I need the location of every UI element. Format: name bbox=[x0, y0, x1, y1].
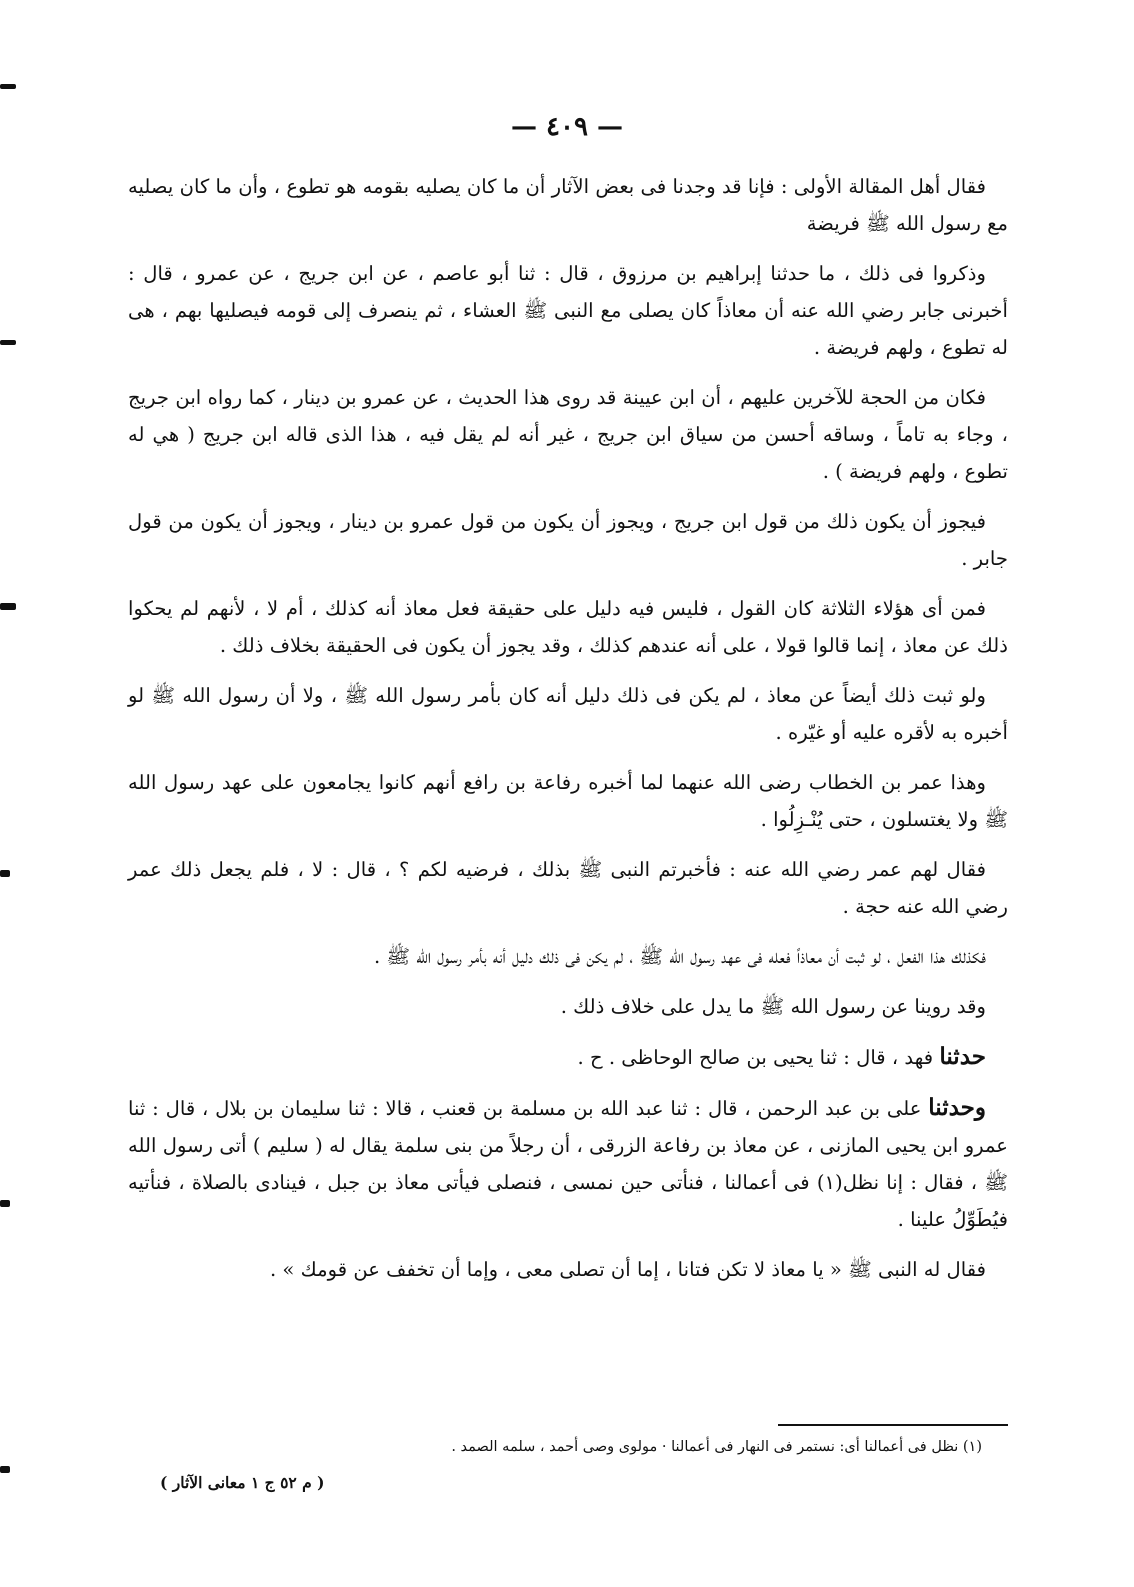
paragraph-9: فكذلك هذا الفعل ، لو ثبت أن معاذاً فعله فى عهد رسول الله ﷺ ، لم يكن فى ذلك دليل أنه بأمر رسول الله ﷺ . bbox=[373, 945, 986, 968]
margin-mark bbox=[0, 340, 16, 345]
hadith-header-word: حدثنا bbox=[939, 1043, 986, 1070]
main-text bbox=[128, 168, 1008, 1301]
paragraph-11-text: فهد ، قال : ثنا يحيى بن صالح الوحاظى . ح . bbox=[577, 1046, 934, 1069]
page-number: — ٤٠٩ — bbox=[510, 112, 624, 142]
margin-mark bbox=[0, 1466, 10, 1473]
margin-mark bbox=[0, 84, 16, 89]
footnote: (١) نظل فى أعمالنا أى: نستمر فى النهار فى أعمالنا · مولوى وصى أحمد ، سلمه الصمد . bbox=[451, 1439, 982, 1455]
paragraph-10: وقد روينا عن رسول الله ﷺ ما يدل على خلاف ذلك . bbox=[560, 995, 986, 1018]
paragraph-8: فقال لهم عمر رضي الله عنه : فأخبرتم النبى ﷺ بذلك ، فرضيه لكم ؟ ، قال : لا ، فلم يجعل ذلك عمر رضي الله عنه حجة . bbox=[128, 858, 1008, 918]
paragraph-5: فمن أى هؤلاء الثلاثة كان القول ، فليس فيه دليل على حقيقة فعل معاذ أنه كذلك ، أم لا ، لأنهم لم يحكوا ذلك عن معاذ ، إنما قالوا قولا ، على أنه عندهم كذلك ، وقد يجوز أن يكون فى الحقيقة بخلاف ذلك . bbox=[128, 597, 1008, 657]
margin-mark bbox=[0, 870, 10, 877]
footnote-divider bbox=[778, 1424, 1008, 1426]
paragraph-7: وهذا عمر بن الخطاب رضى الله عنهما لما أخبره رفاعة بن رافع أنهم كانوا يجامعون على عهد رسول الله ﷺ ولا يغتسلون ، حتى يُنْـزِلُوا . bbox=[128, 771, 1008, 831]
paragraph-1: فقال أهل المقالة الأولى : فإنا قد وجدنا فى بعض الآثار أن ما كان يصليه بقومه هو تطوع ، وأن ما كان يصليه مع رسول الله ﷺ فريضة bbox=[128, 175, 1008, 235]
signature-mark: ( م ٥٢ ج ١ معانى الآثار ) bbox=[160, 1473, 325, 1492]
paragraph-6: ولو ثبت ذلك أيضاً عن معاذ ، لم يكن فى ذلك دليل أنه كان بأمر رسول الله ﷺ ، ولا أن رسول الله ﷺ لو أخبره به لأقره عليه أو غيّره . bbox=[128, 684, 1008, 744]
margin-mark bbox=[0, 1200, 10, 1207]
paragraph-13: فقال له النبى ﷺ « يا معاذ لا تكن فتانا ، إما أن تصلى معى ، وإما أن تخفف عن قومك » . bbox=[269, 1258, 986, 1281]
margin-mark bbox=[0, 603, 16, 610]
paragraph-12 bbox=[128, 1089, 1008, 1238]
hadith-header-word: وحدثنا bbox=[928, 1094, 986, 1121]
paragraph-4: فيجوز أن يكون ذلك من قول ابن جريج ، ويجوز أن يكون من قول عمرو بن دينار ، ويجوز أن يكون من قول جابر . bbox=[128, 510, 1008, 570]
paragraph-12-text: على بن عبد الرحمن ، قال : ثنا عبد الله بن مسلمة بن قعنب ، قالا : ثنا سليمان بن بلال ، قال : ثنا عمرو ابن يحيى المازنى ، عن معاذ بن رفاعة الزرقى ، أن رجلاً من بنى سلمة يقال له ( سليم ) أتى رسول الله ﷺ ، فقال : إنا نظل(١) فى أعمالنا ، فنأتى حين نمسى ، فنصلى فيأتى معاذ بن جبل ، فينادى بالصلاة ، فنأتيه فيُطَوِّلُ علينا . bbox=[128, 1097, 1008, 1231]
paragraph-3: فكان من الحجة للآخرين عليهم ، أن ابن عيينة قد روى هذا الحديث ، عن عمرو بن دينار ، كما رواه ابن جريج ، وجاء به تاماً ، وساقه أحسن من سياق ابن جريج ، غير أنه لم يقل فيه ، هذا الذى قاله ابن جريج ( هي له تطوع ، ولهم فريضة ) . bbox=[128, 386, 1008, 483]
paragraph-2: وذكروا فى ذلك ، ما حدثنا إبراهيم بن مرزوق ، قال : ثنا أبو عاصم ، عن ابن جريج ، عن عمرو ، قال : أخبرنى جابر رضي الله عنه أن معاذاً كان يصلى مع النبى ﷺ العشاء ، ثم ينصرف إلى قومه فيصليها بهم ، هى له تطوع ، ولهم فريضة . bbox=[128, 262, 1008, 359]
paragraph-11 bbox=[128, 1038, 1008, 1076]
